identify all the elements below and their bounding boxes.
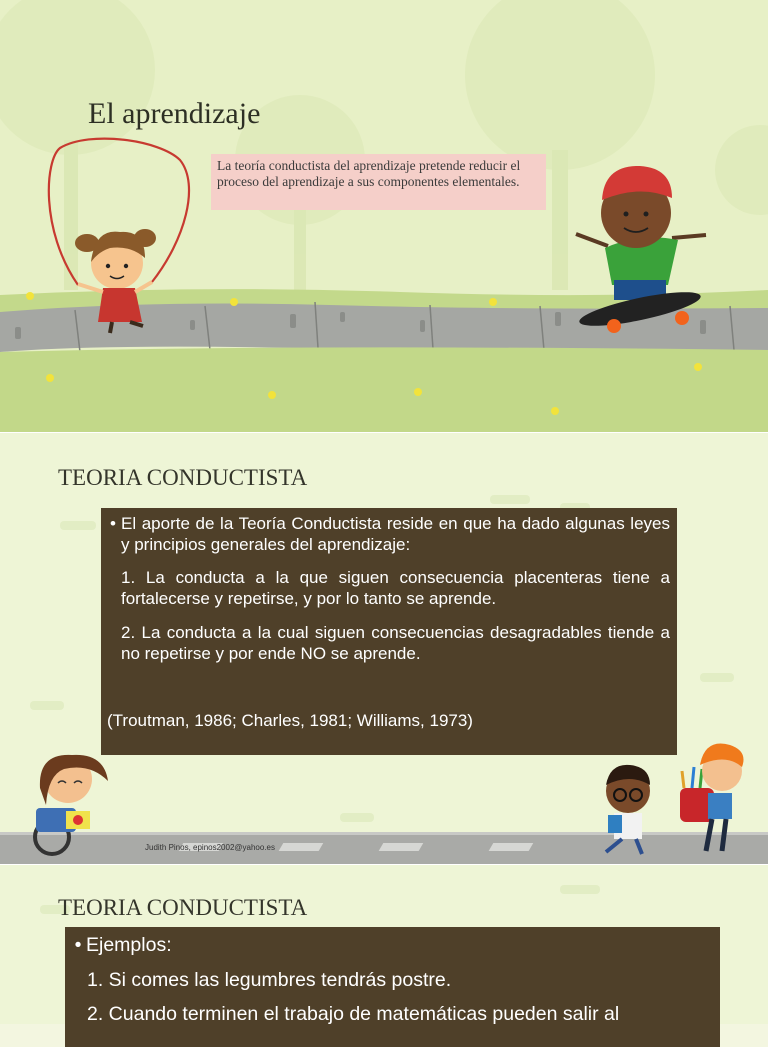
intro-bullet: [105, 513, 670, 555]
intro-text: El aporte de la Teoría Conductista reside en que ha dado algunas leyes y principios generales del aprendizaje:: [121, 514, 670, 554]
slide-2-heading: TEORIA CONDUCTISTA: [58, 465, 308, 490]
slide-1: [0, 0, 768, 433]
slide-3-heading: TEORIA CONDUCTISTA: [58, 895, 308, 920]
behaviorism-principles-box: [101, 508, 677, 755]
slide-title: El aprendizaje: [88, 97, 261, 130]
examples-bullet: [70, 933, 713, 957]
examples-box: [65, 927, 720, 1047]
principle-1: 1. La conducta a la que siguen consecuencia placenteras tiene a fortalecerse y repetirse, y por lo tanto se aprende.: [121, 568, 670, 608]
principle-2: 2. La conducta a la cual siguen consecuencias desagradables tiende a no repetirse y por ende NO se aprende.: [121, 623, 670, 663]
example-1: 1. Si comes las legumbres tendrás postre.: [87, 969, 452, 991]
citation: (Troutman, 1986; Charles, 1981; Williams, 1973): [107, 711, 473, 730]
examples-intro: Ejemplos:: [86, 934, 172, 956]
bullet-icon: •: [110, 514, 116, 533]
author-credit: Judith Pinos, epinos2002@yahoo.es: [145, 843, 275, 852]
bullet-icon: •: [74, 934, 82, 956]
description-box: La teoría conductista del aprendizaje pretende reducir el proceso del aprendizaje a sus componentes elementales.: [211, 154, 546, 210]
example-2: 2. Cuando terminen el trabajo de matemáticas pueden salir al: [87, 1003, 620, 1025]
playground-illustration: [0, 0, 768, 433]
